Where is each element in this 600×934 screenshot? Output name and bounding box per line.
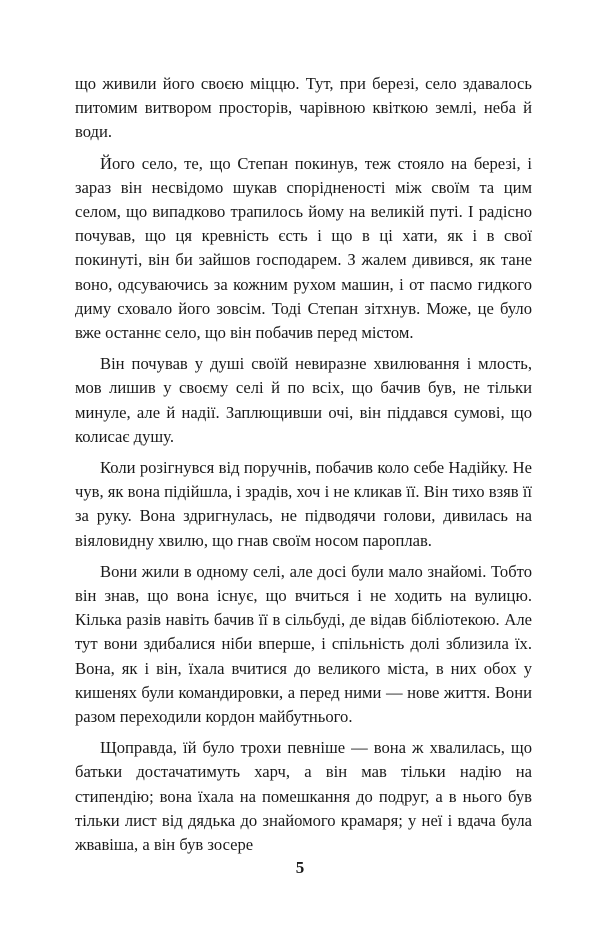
paragraph: Його село, те, що Степан покинув, теж стояло на березі, і зараз він несвідомо шукав спорідненості між своїм та цим селом, що випадково трапилось йому на великій путі. І радісно почував, що ця кревність єсть і що в ці хати, як і в свої покинуті, він би зайшов господарем. З жалем дивився, як тане воно, одсуваючись за кожним рухом машин, і от пасмо гидкого диму сховало його зовсім. Тоді Степан зітхнув. Може, це було вже останнє село, що він побачив перед містом. [75, 153, 532, 343]
paragraph: Щоправда, їй було трохи певніше — вона ж хвалилась, що батьки достачатимуть харч, а він мав тільки надію на стипендію; вона їхала на помешкання до подруг, а в нього був тільки лист від дядька до знайомого крамаря; у неї і вдача була жвавіша, а він був зосере [75, 738, 532, 855]
paragraph: Вони жили в одному селі, але досі були мало знайомі. Тобто він знав, що вона існує, що вчиться і не ходить на вулицю. Кілька разів навіть бачив її в сільбуді, де відав бібліотекою. Але тут вони здибалися ніби вперше, і спільність долі зблизила їх. Вона, як і він, їхала вчитися до великого міста, в них обох у кишенях були командировки, а перед ними — нове життя. Вони разом переходили кордон майбутнього. [75, 561, 532, 727]
paragraph: Коли розігнувся від поручнів, побачив коло себе Надійку. Не чув, як вона підійшла, і зрадів, хоч і не кликав її. Він тихо взяв її за руку. Вона здригнулась, не підводячи голови, дивилась на віяловидну хвилю, що гнав своїм носом пароплав. [75, 458, 532, 550]
paragraph: Він почував у душі своїй невиразне хвилювання і млость, мов лишив у своєму селі й по всіх, що бачив був, не тільки минуле, але й надії. Заплющивши очі, він піддався сумові, що колисає душу. [75, 354, 532, 446]
paragraph-continuation: що живили його своєю міццю. Тут, при березі, село здавалось питомим витвором просторів, чарівною квіткою землі, неба й води. [75, 74, 532, 142]
page-number: 5 [295, 858, 305, 877]
page-text [75, 72, 532, 857]
